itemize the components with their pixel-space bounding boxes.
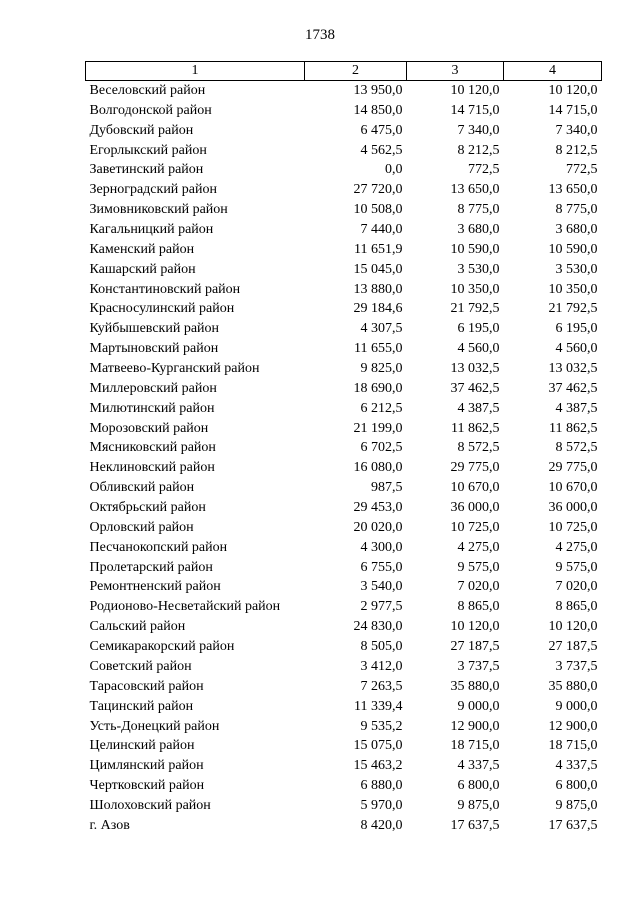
value-cell-col-2: 3 540,0 xyxy=(360,579,403,595)
value-cell-col-2: 5 970,0 xyxy=(360,797,403,813)
value-cell-col-2: 9 535,2 xyxy=(360,718,403,734)
value-cell-col-3: 11 862,5 xyxy=(451,420,500,436)
value-cell-col-3: 37 462,5 xyxy=(450,380,500,396)
value-cell-col-4: 10 670,0 xyxy=(548,480,598,496)
value-cell-col-3: 7 020,0 xyxy=(457,579,500,595)
table-row xyxy=(86,81,602,101)
value-cell-col-4: 21 792,5 xyxy=(548,301,598,317)
value-cell-col-4: 13 650,0 xyxy=(548,182,598,198)
district-name-cell: Каменский район xyxy=(89,241,195,257)
value-cell-col-2: 18 690,0 xyxy=(353,380,403,396)
header-col-2: 2 xyxy=(305,62,407,81)
district-name-cell: Морозовский район xyxy=(89,420,209,436)
district-name-cell: Миллеровский район xyxy=(89,380,217,396)
district-name-cell: Чертковский район xyxy=(89,778,205,794)
table-row xyxy=(86,736,602,756)
value-cell-col-3: 17 637,5 xyxy=(450,817,500,833)
data-table xyxy=(85,61,602,836)
value-cell-col-3: 8 775,0 xyxy=(457,202,500,218)
header-col-1: 1 xyxy=(86,62,305,81)
table-row xyxy=(86,121,602,141)
value-cell-col-4: 4 387,5 xyxy=(555,400,598,416)
value-cell-col-3: 4 387,5 xyxy=(457,400,500,416)
district-name-cell: Дубовский район xyxy=(89,122,194,138)
district-name-cell: Песчанокопский район xyxy=(89,539,228,555)
table-row xyxy=(86,717,602,737)
district-name-cell: Тацинский район xyxy=(89,698,194,714)
table-row xyxy=(86,319,602,339)
value-cell-col-2: 6 755,0 xyxy=(360,559,403,575)
table-row xyxy=(86,101,602,121)
value-cell-col-4: 14 715,0 xyxy=(548,102,598,118)
table-row xyxy=(86,538,602,558)
table-row xyxy=(86,359,602,379)
value-cell-col-4: 772,5 xyxy=(566,162,598,178)
value-cell-col-2: 16 080,0 xyxy=(353,460,403,476)
value-cell-col-4: 4 560,0 xyxy=(555,341,598,357)
district-name-cell: Родионово-Несветайский район xyxy=(89,599,281,615)
header-col-4: 4 xyxy=(504,62,602,81)
value-cell-col-4: 3 530,0 xyxy=(555,261,598,277)
table-row xyxy=(86,518,602,538)
value-cell-col-3: 10 725,0 xyxy=(450,519,500,535)
district-name-cell: Красносулинский район xyxy=(89,301,235,317)
value-cell-col-2: 8 505,0 xyxy=(360,639,403,655)
value-cell-col-4: 17 637,5 xyxy=(548,817,598,833)
table-row xyxy=(86,637,602,657)
table-row xyxy=(86,677,602,697)
value-cell-col-3: 36 000,0 xyxy=(450,500,500,516)
district-name-cell: Целинский район xyxy=(89,738,195,754)
value-cell-col-4: 11 862,5 xyxy=(549,420,598,436)
value-cell-col-2: 6 880,0 xyxy=(360,778,403,794)
value-cell-col-3: 4 337,5 xyxy=(457,758,500,774)
table-row xyxy=(86,577,602,597)
district-name-cell: г. Азов xyxy=(89,817,130,833)
page-number: 1738 xyxy=(305,27,335,43)
district-name-cell: Зерноградский район xyxy=(89,182,217,198)
value-cell-col-3: 3 680,0 xyxy=(457,222,500,238)
table-row xyxy=(86,617,602,637)
value-cell-col-3: 9 575,0 xyxy=(457,559,500,575)
value-cell-col-4: 10 725,0 xyxy=(548,519,598,535)
table-row xyxy=(86,280,602,300)
table-row xyxy=(86,419,602,439)
value-cell-col-3: 10 120,0 xyxy=(450,619,500,635)
table-row xyxy=(86,180,602,200)
table-row xyxy=(86,796,602,816)
table-row xyxy=(86,816,602,836)
district-name-cell: Ремонтненский район xyxy=(89,579,221,595)
value-cell-col-2: 15 463,2 xyxy=(353,758,403,774)
table-row xyxy=(86,458,602,478)
value-cell-col-2: 11 339,4 xyxy=(354,698,403,714)
value-cell-col-2: 20 020,0 xyxy=(353,519,403,535)
table-row xyxy=(86,478,602,498)
value-cell-col-2: 9 825,0 xyxy=(360,361,403,377)
table-row xyxy=(86,299,602,319)
value-cell-col-4: 6 800,0 xyxy=(555,778,598,794)
value-cell-col-3: 21 792,5 xyxy=(450,301,500,317)
value-cell-col-3: 29 775,0 xyxy=(450,460,500,476)
value-cell-col-2: 2 977,5 xyxy=(360,599,403,615)
value-cell-col-2: 3 412,0 xyxy=(360,658,403,674)
value-cell-col-4: 6 195,0 xyxy=(555,321,598,337)
value-cell-col-3: 3 737,5 xyxy=(457,658,500,674)
table-row xyxy=(86,260,602,280)
district-name-cell: Октябрьский район xyxy=(89,500,206,516)
value-cell-col-3: 8 212,5 xyxy=(457,142,500,158)
value-cell-col-2: 27 720,0 xyxy=(353,182,403,198)
value-cell-col-2: 4 562,5 xyxy=(360,142,403,158)
value-cell-col-4: 35 880,0 xyxy=(548,678,598,694)
value-cell-col-2: 7 440,0 xyxy=(360,222,403,238)
district-name-cell: Заветинский район xyxy=(89,162,204,178)
table-row xyxy=(86,379,602,399)
value-cell-col-4: 18 715,0 xyxy=(548,738,598,754)
district-name-cell: Мясниковский район xyxy=(89,440,216,456)
district-name-cell: Зимовниковский район xyxy=(89,202,228,218)
value-cell-col-4: 10 350,0 xyxy=(548,281,598,297)
table-row xyxy=(86,399,602,419)
value-cell-col-3: 6 195,0 xyxy=(457,321,500,337)
district-name-cell: Волгодонской район xyxy=(89,102,212,118)
value-cell-col-4: 8 572,5 xyxy=(555,440,598,456)
value-cell-col-4: 9 000,0 xyxy=(555,698,598,714)
district-name-cell: Орловский район xyxy=(89,519,194,535)
district-name-cell: Тарасовский район xyxy=(89,678,204,694)
value-cell-col-3: 6 800,0 xyxy=(457,778,500,794)
value-cell-col-3: 4 560,0 xyxy=(457,341,500,357)
value-cell-col-2: 4 307,5 xyxy=(360,321,403,337)
value-cell-col-4: 10 120,0 xyxy=(548,619,598,635)
value-cell-col-2: 11 651,9 xyxy=(354,241,403,257)
value-cell-col-4: 36 000,0 xyxy=(548,500,598,516)
district-name-cell: Неклиновский район xyxy=(89,460,215,476)
value-cell-col-4: 10 120,0 xyxy=(548,83,598,98)
value-cell-col-4: 13 032,5 xyxy=(548,361,598,377)
district-name-cell: Усть-Донецкий район xyxy=(89,718,220,734)
value-cell-col-3: 9 000,0 xyxy=(457,698,500,714)
value-cell-col-4: 8 865,0 xyxy=(555,599,598,615)
value-cell-col-2: 14 850,0 xyxy=(353,102,403,118)
value-cell-col-2: 29 184,6 xyxy=(353,301,403,317)
table-row xyxy=(86,160,602,180)
value-cell-col-2: 7 263,5 xyxy=(360,678,403,694)
value-cell-col-2: 6 702,5 xyxy=(360,440,403,456)
value-cell-col-2: 0,0 xyxy=(385,162,403,178)
district-name-cell: Милютинский район xyxy=(89,400,215,416)
value-cell-col-2: 15 045,0 xyxy=(353,261,403,277)
value-cell-col-2: 6 475,0 xyxy=(360,122,403,138)
district-name-cell: Веселовский район xyxy=(89,83,206,98)
value-cell-col-4: 9 875,0 xyxy=(555,797,598,813)
value-cell-col-3: 10 670,0 xyxy=(450,480,500,496)
value-cell-col-2: 29 453,0 xyxy=(353,500,403,516)
district-name-cell: Куйбышевский район xyxy=(89,321,220,337)
value-cell-col-4: 7 340,0 xyxy=(555,122,598,138)
value-cell-col-3: 10 120,0 xyxy=(450,83,500,98)
value-cell-col-4: 37 462,5 xyxy=(548,380,598,396)
table-body xyxy=(86,81,602,836)
value-cell-col-4: 10 590,0 xyxy=(548,241,598,257)
table-row xyxy=(86,776,602,796)
table-row xyxy=(86,657,602,677)
value-cell-col-3: 14 715,0 xyxy=(450,102,500,118)
value-cell-col-2: 8 420,0 xyxy=(360,817,403,833)
value-cell-col-3: 12 900,0 xyxy=(450,718,500,734)
value-cell-col-3: 8 572,5 xyxy=(457,440,500,456)
district-name-cell: Советский район xyxy=(89,658,192,674)
value-cell-col-4: 9 575,0 xyxy=(555,559,598,575)
table-row xyxy=(86,558,602,578)
value-cell-col-2: 6 212,5 xyxy=(360,400,403,416)
table-row xyxy=(86,220,602,240)
value-cell-col-3: 13 032,5 xyxy=(450,361,500,377)
value-cell-col-3: 27 187,5 xyxy=(450,639,500,655)
value-cell-col-4: 8 775,0 xyxy=(555,202,598,218)
value-cell-col-3: 10 350,0 xyxy=(450,281,500,297)
district-name-cell: Егорлыкский район xyxy=(89,142,207,158)
table-header xyxy=(86,62,602,81)
value-cell-col-3: 3 530,0 xyxy=(457,261,500,277)
value-cell-col-4: 29 775,0 xyxy=(548,460,598,476)
value-cell-col-4: 3 680,0 xyxy=(555,222,598,238)
table-row xyxy=(86,597,602,617)
table-row xyxy=(86,756,602,776)
value-cell-col-4: 27 187,5 xyxy=(548,639,598,655)
value-cell-col-4: 8 212,5 xyxy=(555,142,598,158)
district-name-cell: Константиновский район xyxy=(89,281,241,297)
district-name-cell: Пролетарский район xyxy=(89,559,213,575)
district-name-cell: Цимлянский район xyxy=(89,758,204,774)
value-cell-col-2: 13 880,0 xyxy=(353,281,403,297)
value-cell-col-3: 7 340,0 xyxy=(457,122,500,138)
value-cell-col-3: 4 275,0 xyxy=(457,539,500,555)
district-name-cell: Кагальницкий район xyxy=(89,222,214,238)
header-col-3: 3 xyxy=(407,62,504,81)
value-cell-col-2: 10 508,0 xyxy=(353,202,403,218)
value-cell-col-4: 7 020,0 xyxy=(555,579,598,595)
table-row xyxy=(86,697,602,717)
header-row xyxy=(86,62,602,81)
value-cell-col-2: 4 300,0 xyxy=(360,539,403,555)
value-cell-col-4: 4 337,5 xyxy=(555,758,598,774)
district-name-cell: Семикаракорский район xyxy=(89,639,235,655)
table-row xyxy=(86,498,602,518)
value-cell-col-2: 11 655,0 xyxy=(354,341,403,357)
value-cell-col-3: 13 650,0 xyxy=(450,182,500,198)
district-name-cell: Матвеево-Курганский район xyxy=(89,361,260,377)
value-cell-col-3: 18 715,0 xyxy=(450,738,500,754)
value-cell-col-2: 15 075,0 xyxy=(353,738,403,754)
value-cell-col-2: 21 199,0 xyxy=(353,420,403,436)
district-name-cell: Шолоховский район xyxy=(89,797,211,813)
table-row xyxy=(86,141,602,161)
table-row xyxy=(86,339,602,359)
value-cell-col-4: 12 900,0 xyxy=(548,718,598,734)
value-cell-col-2: 24 830,0 xyxy=(353,619,403,635)
value-cell-col-4: 4 275,0 xyxy=(555,539,598,555)
value-cell-col-4: 3 737,5 xyxy=(555,658,598,674)
value-cell-col-3: 10 590,0 xyxy=(450,241,500,257)
data-table-container xyxy=(85,61,601,836)
table-row xyxy=(86,240,602,260)
value-cell-col-3: 35 880,0 xyxy=(450,678,500,694)
value-cell-col-2: 13 950,0 xyxy=(353,83,403,98)
district-name-cell: Мартыновский район xyxy=(89,341,219,357)
table-row xyxy=(86,200,602,220)
value-cell-col-3: 8 865,0 xyxy=(457,599,500,615)
district-name-cell: Сальский район xyxy=(89,619,186,635)
value-cell-col-3: 9 875,0 xyxy=(457,797,500,813)
district-name-cell: Кашарский район xyxy=(89,261,196,277)
table-row xyxy=(86,438,602,458)
value-cell-col-2: 987,5 xyxy=(371,480,403,496)
district-name-cell: Обливский район xyxy=(89,480,195,496)
value-cell-col-3: 772,5 xyxy=(468,162,500,178)
